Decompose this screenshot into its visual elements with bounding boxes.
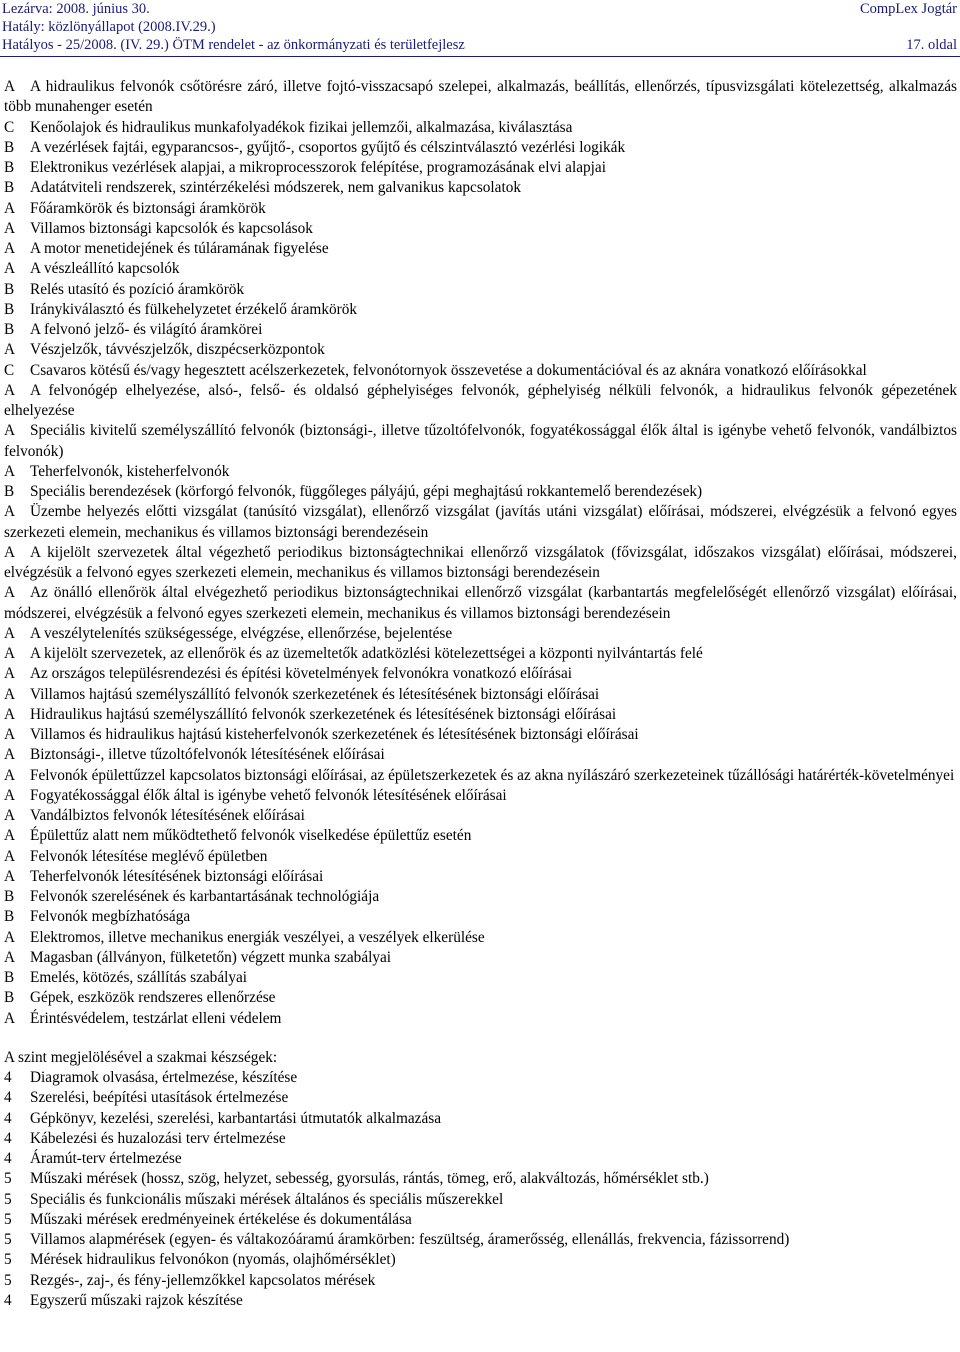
topic-row-text: Biztonsági-, illetve tűzoltófelvonók létesítésének előírásai <box>30 746 385 764</box>
skill-row <box>4 1190 957 1210</box>
skill-row <box>4 1169 957 1189</box>
topic-row-text: Főáramkörök és biztonsági áramkörök <box>30 199 266 217</box>
topic-row <box>4 664 957 684</box>
topic-row <box>4 300 957 320</box>
publisher-name: CompLex Jogtár <box>859 1 957 17</box>
topic-row-level: A <box>4 543 16 561</box>
skill-row-level: 4 <box>4 1291 12 1309</box>
skill-row-level: 5 <box>4 1231 12 1248</box>
topic-row-level: B <box>4 280 15 298</box>
topic-row-text: Felvonók létesítése meglévő épületben <box>30 847 268 865</box>
topic-row-level: B <box>4 138 15 156</box>
topic-row-text: A kijelölt szervezetek által végezhető periodikus biztonságtechnikai ellenőrző vizsgálatok (fővizsgálat, időszakos vizsgálat) előírásai, módszerei, elvégzésük a felvonó egyes szerkezeti elemein, mechanikus és villamos biztonsági berendezésein <box>4 543 957 581</box>
effective-regulation: Hatályos - 25/2008. (IV. 29.) ÖTM rendelet - az önkormányzati és területfejlesz <box>2 37 465 53</box>
skill-row <box>4 1271 957 1291</box>
topic-row-text: Emelés, kötözés, szállítás szabályai <box>30 969 248 986</box>
skill-row-text: Áramút-terv értelmezése <box>30 1150 182 1167</box>
skill-row-text: Kábelezési és huzalozási terv értelmezése <box>30 1129 286 1147</box>
topic-row <box>4 725 957 745</box>
skill-row-level: 4 <box>4 1150 12 1167</box>
topic-row <box>4 624 957 644</box>
topic-row-text: Érintésvédelem, testzárlat elleni védelem <box>30 1009 282 1027</box>
topic-row-text: Felvonók épülettűzzel kapcsolatos biztonsági előírásai, az épületszerkezetek és az akna nyílászáró szerkezeteinek tűzállósági határérték-követelményei <box>30 766 955 784</box>
topic-row-text: A kijelölt szervezetek, az ellenőrök és az üzemeltetők adatközlési kötelezettségei a központi nyilvántartás felé <box>30 645 703 662</box>
topic-row-text: Villamos és hidraulikus hajtású kisteherfelvonók szerkezetének és létesítésének biztonsági előírásai <box>30 726 639 743</box>
topic-row-text: Épülettűz alatt nem működtethető felvonók viselkedése épülettűz esetén <box>30 827 472 845</box>
topic-row <box>4 381 957 422</box>
topic-row-level: A <box>4 584 16 602</box>
skills-list <box>4 1068 957 1311</box>
skill-row <box>4 1250 957 1270</box>
topic-row-level: B <box>4 969 15 986</box>
skill-row <box>4 1149 957 1169</box>
topic-row-text: A vészleállító kapcsolók <box>30 260 180 278</box>
topic-row-text: Az országos településrendezési és építési követelmények felvonókra vonatkozó előírásai <box>30 665 572 683</box>
topic-row <box>4 907 957 927</box>
topic-row-text: Speciális berendezések (körforgó felvonók, függőleges pályájú, gépi meghajtású rokkantemelő berendezések) <box>30 483 703 500</box>
topic-row <box>4 644 957 664</box>
topic-row-level: B <box>4 159 15 176</box>
topic-row-level: A <box>4 786 16 804</box>
topic-row-level: B <box>4 179 15 197</box>
topic-row <box>4 766 957 786</box>
topic-row-level: A <box>4 341 16 359</box>
topic-row-text: A felvonógép elhelyezése, alsó-, felső- és oldalsó géphelyiséges felvonók, géphelyiség nélküli felvonók, a hidraulikus felvonók gépezetének elhelyezése <box>4 381 957 419</box>
topic-row-level: A <box>4 948 16 966</box>
skill-row-level: 4 <box>4 1089 12 1107</box>
topic-row-text: Felvonók szerelésének és karbantartásának technológiája <box>30 888 380 905</box>
topic-row-text: A hidraulikus felvonók csőtörésre záró, illetve fojtó-visszacsapó szelepei, alkalmazás, beállítás, ellenőrzés, típusvizsgálati kötelezettség, alkalmazás több munahenger esetén <box>4 78 957 116</box>
topic-row-text: A felvonó jelző- és világító áramkörei <box>30 321 263 338</box>
topic-row-level: B <box>4 908 15 926</box>
topic-row <box>4 340 957 360</box>
topic-row-text: Vandálbiztos felvonók létesítésének előírásai <box>30 807 305 824</box>
skill-row-level: 4 <box>4 1129 12 1147</box>
topic-row-level: A <box>4 807 16 824</box>
topic-row-level: A <box>4 260 16 278</box>
topic-row-level: A <box>4 462 16 480</box>
skill-row <box>4 1230 957 1250</box>
topic-row-text: Kenőolajok és hidraulikus munkafolyadékok fizikai jellemzői, alkalmazása, kiválasztása <box>30 118 573 136</box>
topic-row-text: Villamos biztonsági kapcsolók és kapcsolások <box>30 219 313 237</box>
skill-row-level: 5 <box>4 1170 12 1188</box>
topic-row <box>4 543 957 584</box>
topic-row-level: A <box>4 726 16 743</box>
topic-row-text: Fogyatékossággal élők által is igénybe vehető felvonók létesítésének előírásai <box>30 786 507 804</box>
topic-row-text: Hidraulikus hajtású személyszállító felvonók szerkezetének és létesítésének biztonsági előírásai <box>30 705 617 723</box>
topic-row <box>4 786 957 806</box>
topic-row <box>4 219 957 239</box>
topic-row-level: A <box>4 1009 16 1027</box>
topic-row-level: A <box>4 199 16 217</box>
skill-row-level: 4 <box>4 1109 12 1127</box>
skill-row <box>4 1210 957 1230</box>
topic-row <box>4 239 957 259</box>
topic-row <box>4 421 957 462</box>
section-gap <box>4 1029 957 1048</box>
skill-row-level: 5 <box>4 1210 12 1228</box>
skill-row-text: Diagramok olvasása, értelmezése, készítése <box>30 1069 298 1086</box>
topic-row <box>4 178 957 198</box>
topic-row <box>4 138 957 158</box>
skill-row-level: 4 <box>4 1069 12 1086</box>
topic-row-level: A <box>4 705 16 723</box>
topic-list <box>4 77 957 1029</box>
topic-row-level: A <box>4 685 16 703</box>
skill-row <box>4 1109 957 1129</box>
topic-row-level: A <box>4 847 16 865</box>
topic-row <box>4 847 957 867</box>
topic-row-text: Gépek, eszközök rendszeres ellenőrzése <box>30 989 276 1007</box>
topic-row-text: Teherfelvonók, kisteherfelvonók <box>30 462 230 480</box>
topic-row-text: Villamos hajtású személyszállító felvonók szerkezetének és létesítésének biztonsági előírásai <box>30 685 600 703</box>
topic-row-text: Felvonók megbízhatósága <box>30 908 191 926</box>
topic-row <box>4 320 957 340</box>
topic-row <box>4 583 957 624</box>
topic-row <box>4 705 957 725</box>
topic-row <box>4 826 957 846</box>
topic-row-level: C <box>4 361 15 379</box>
topic-row <box>4 502 957 543</box>
topic-row <box>4 259 957 279</box>
topic-row <box>4 1009 957 1029</box>
topic-row-text: Csavaros kötésű és/vagy hegesztett acélszerkezetek, felvonótornyok összevetése a dokumentációval és az aknára vonatkozó előírásokkal <box>30 361 867 379</box>
skill-row <box>4 1088 957 1108</box>
skill-row-text: Műszaki mérések eredményeinek értékelése és dokumentálása <box>30 1210 412 1228</box>
topic-row <box>4 988 957 1008</box>
topic-row <box>4 462 957 482</box>
skill-row-text: Rezgés-, zaj-, és fény-jellemzőkkel kapcsolatos mérések <box>30 1271 376 1289</box>
closing-date: Lezárva: 2008. június 30. <box>2 1 150 17</box>
page-header <box>0 0 960 57</box>
topic-row-level: A <box>4 240 16 257</box>
topic-row-level: A <box>4 381 16 399</box>
topic-row <box>4 948 957 968</box>
topic-row-text: Vészjelzők, távvészjelzők, diszpécserközpontok <box>30 341 325 359</box>
topic-row-text: Adatátviteli rendszerek, szintérzékelési módszerek, nem galvanikus kapcsolatok <box>30 179 522 197</box>
skill-row-text: Műszaki mérések (hossz, szög, helyzet, sebesség, gyorsulás, rántás, tömeg, erő, alakváltozás, hőmérséklet stb.) <box>30 1170 709 1188</box>
topic-row <box>4 199 957 219</box>
scope-status: Hatály: közlönyállapot (2008.IV.29.) <box>2 19 216 35</box>
topic-row <box>4 361 957 381</box>
skill-row <box>4 1291 957 1311</box>
topic-row-level: B <box>4 300 15 318</box>
skill-row-text: Speciális és funkcionális műszaki mérések általános és speciális műszerekkel <box>30 1190 504 1208</box>
topic-row-text: Relés utasító és pozíció áramkörök <box>30 280 245 298</box>
topic-row-level: A <box>4 665 16 683</box>
topic-row-level: A <box>4 503 16 521</box>
topic-row <box>4 887 957 907</box>
topic-row-text: A vezérlések fajtái, egyparancsos-, gyűjtő-, csoportos gyűjtő és célszintválasztó vezérlési logikák <box>30 138 626 156</box>
document-body <box>4 77 957 1311</box>
topic-row-text: A motor menetidejének és túláramának figyelése <box>30 240 329 257</box>
skill-row-level: 5 <box>4 1190 12 1208</box>
topic-row-text: Speciális kivitelű személyszállító felvonók (biztonsági-, illetve tűzoltófelvonók, fogyatékossággal élők által is igénybe vehető felvonók, vandálbiztos felvonók) <box>4 422 957 460</box>
topic-row-level: A <box>4 78 16 95</box>
topic-row-text: Elektromos, illetve mechanikus energiák veszélyei, a veszélyek elkerülése <box>30 928 485 946</box>
topic-row-text: Iránykiválasztó és fülkehelyzetet érzékelő áramkörök <box>30 300 358 318</box>
skills-heading: A szint megjelölésével a szakmai készségek: <box>4 1048 278 1066</box>
topic-row <box>4 745 957 765</box>
skill-row-text: Egyszerű műszaki rajzok készítése <box>30 1291 243 1309</box>
topic-row-level: A <box>4 422 16 440</box>
topic-row-level: B <box>4 483 15 500</box>
topic-row-level: B <box>4 989 15 1007</box>
page-number: 17. oldal <box>906 37 957 53</box>
topic-row-text: Magasban (állványon, fülketetőn) végzett munka szabályai <box>30 948 392 966</box>
topic-row-level: A <box>4 766 16 784</box>
skill-row-level: 5 <box>4 1251 12 1269</box>
topic-row-level: A <box>4 624 16 642</box>
topic-row-level: A <box>4 867 16 885</box>
skill-row-text: Villamos alapmérések (egyen- és váltakozóáramú áramkörben: feszültség, áramerősség, ellenállás, frekvencia, fázissorrend) <box>30 1231 790 1248</box>
topic-row-text: A veszélytelenítés szükségessége, elvégzése, ellenőrzése, bejelentése <box>30 624 453 642</box>
topic-row <box>4 685 957 705</box>
topic-row-level: A <box>4 746 16 764</box>
topic-row-level: C <box>4 118 15 136</box>
skill-row <box>4 1129 957 1149</box>
topic-row-text: Üzembe helyezés előtti vizsgálat (tanúsító vizsgálat), ellenőrző vizsgálat (javítás utáni vizsgálat) előírásai, módszerei, elvégzésük a felvonó egyes szerkezeti elemein, mechanikus és villamos biztonsági berendezésein <box>4 503 957 541</box>
topic-row-text: Az önálló ellenőrök által elvégezhető periodikus biztonságtechnikai ellenőrző vizsgálat (karbantartás megfelelőségét ellenőrző vizsgálat) előírásai, módszerei, elvégzésük a felvonó egyes szerkezeti elemein, mechanikus és villamos biztonsági berendezésein <box>4 584 957 622</box>
topic-row <box>4 867 957 887</box>
skill-row-text: Mérések hidraulikus felvonókon (nyomás, olajhőmérséklet) <box>30 1251 396 1269</box>
skill-row-text: Szerelési, beépítési utasítások értelmezése <box>30 1089 289 1107</box>
topic-row <box>4 968 957 988</box>
topic-row-level: B <box>4 321 15 338</box>
skill-row <box>4 1068 957 1088</box>
topic-row <box>4 482 957 502</box>
topic-row <box>4 77 957 118</box>
topic-row <box>4 928 957 948</box>
topic-row-text: Teherfelvonók létesítésének biztonsági előírásai <box>30 867 324 885</box>
topic-row-level: B <box>4 888 15 905</box>
topic-row <box>4 280 957 300</box>
topic-row <box>4 806 957 826</box>
skill-row-level: 5 <box>4 1271 12 1289</box>
topic-row-text: Elektronikus vezérlések alapjai, a mikroprocesszorok felépítése, programozásának elvi alapjai <box>30 159 606 176</box>
topic-row-level: A <box>4 928 16 946</box>
skill-row-text: Gépkönyv, kezelési, szerelési, karbantartási útmutatók alkalmazása <box>30 1109 442 1127</box>
topic-row <box>4 118 957 138</box>
topic-row-level: A <box>4 219 16 237</box>
topic-row <box>4 158 957 178</box>
topic-row-level: A <box>4 645 16 662</box>
topic-row-level: A <box>4 827 16 845</box>
